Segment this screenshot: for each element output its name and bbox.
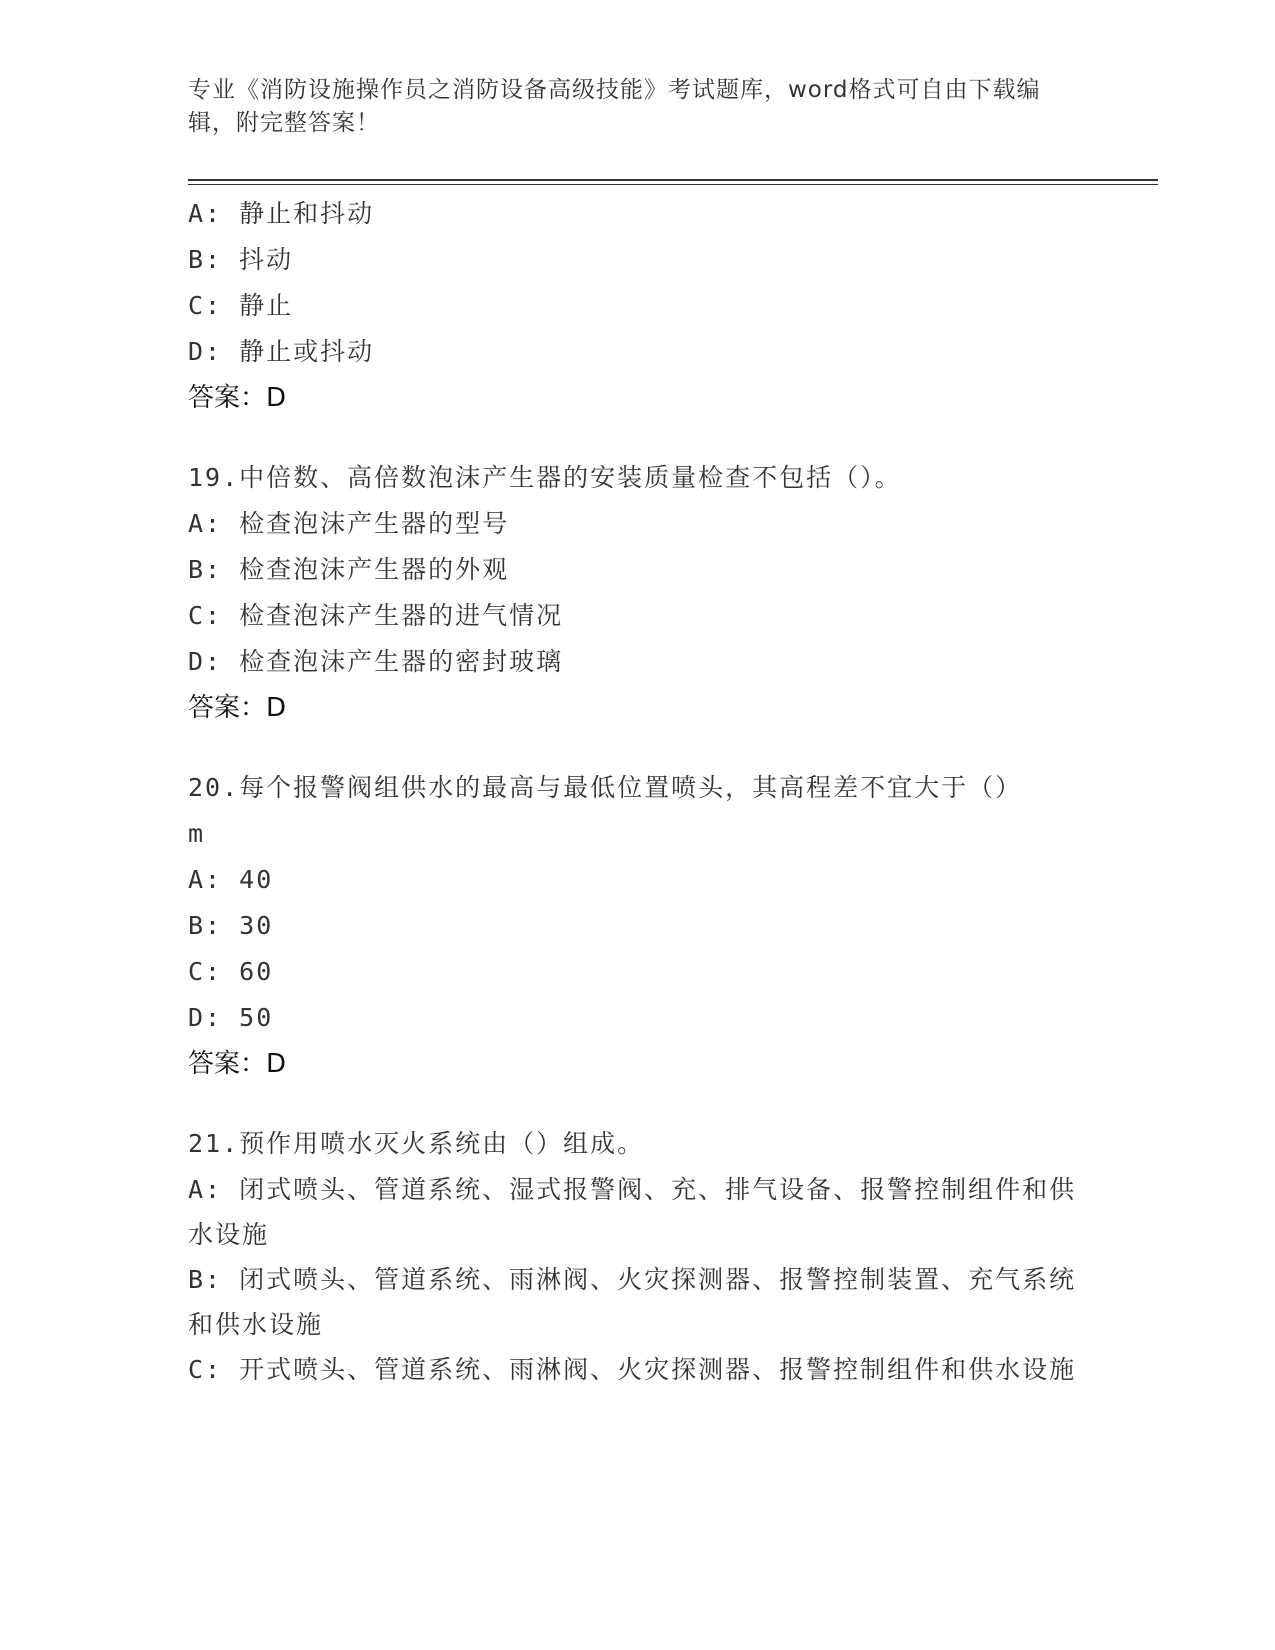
question-stem-unit: m bbox=[188, 819, 206, 848]
option-a: A: 闭式喷头、管道系统、湿式报警阀、充、排气设备、报警控制组件和供水设施 bbox=[188, 1175, 1077, 1249]
option-c: C: 60 bbox=[188, 957, 274, 986]
document-header: 专业《消防设施操作员之消防设备高级技能》考试题库，word格式可自由下载编辑，附完整答案！ bbox=[188, 77, 1041, 136]
option-c: C: 静止 bbox=[188, 291, 294, 320]
option-b: B: 检查泡沫产生器的外观 bbox=[188, 555, 510, 584]
option-d: D: 50 bbox=[188, 1003, 274, 1032]
option-a: A: 40 bbox=[188, 865, 274, 894]
option-d: D: 检查泡沫产生器的密封玻璃 bbox=[188, 647, 564, 676]
answer: 答案：D bbox=[188, 693, 287, 723]
question-20 bbox=[188, 765, 1088, 1087]
question-19 bbox=[188, 455, 1088, 731]
question-21 bbox=[188, 1121, 1088, 1392]
answer: 答案：D bbox=[188, 383, 287, 413]
option-b: B: 闭式喷头、管道系统、雨淋阀、火灾探测器、报警控制装置、充气系统和供水设施 bbox=[188, 1265, 1077, 1339]
option-c: C: 检查泡沫产生器的进气情况 bbox=[188, 601, 564, 630]
header-divider-thin bbox=[188, 184, 1158, 185]
header-divider-thick bbox=[188, 179, 1158, 181]
option-b: B: 抖动 bbox=[188, 245, 294, 274]
option-d: D: 静止或抖动 bbox=[188, 337, 375, 366]
option-b: B: 30 bbox=[188, 911, 274, 940]
question-18 bbox=[188, 191, 1088, 421]
question-stem: 21.预作用喷水灭火系统由（）组成。 bbox=[188, 1129, 645, 1158]
answer: 答案：D bbox=[188, 1049, 287, 1079]
option-a: A: 静止和抖动 bbox=[188, 199, 375, 228]
question-stem: 20.每个报警阀组供水的最高与最低位置喷头，其高程差不宜大于（） bbox=[188, 773, 1023, 802]
option-c: C: 开式喷头、管道系统、雨淋阀、火灾探测器、报警控制组件和供水设施 bbox=[188, 1355, 1077, 1384]
question-list bbox=[188, 191, 1088, 1392]
option-a: A: 检查泡沫产生器的型号 bbox=[188, 509, 510, 538]
question-stem: 19.中倍数、高倍数泡沫产生器的安装质量检查不包括（）。 bbox=[188, 463, 902, 492]
